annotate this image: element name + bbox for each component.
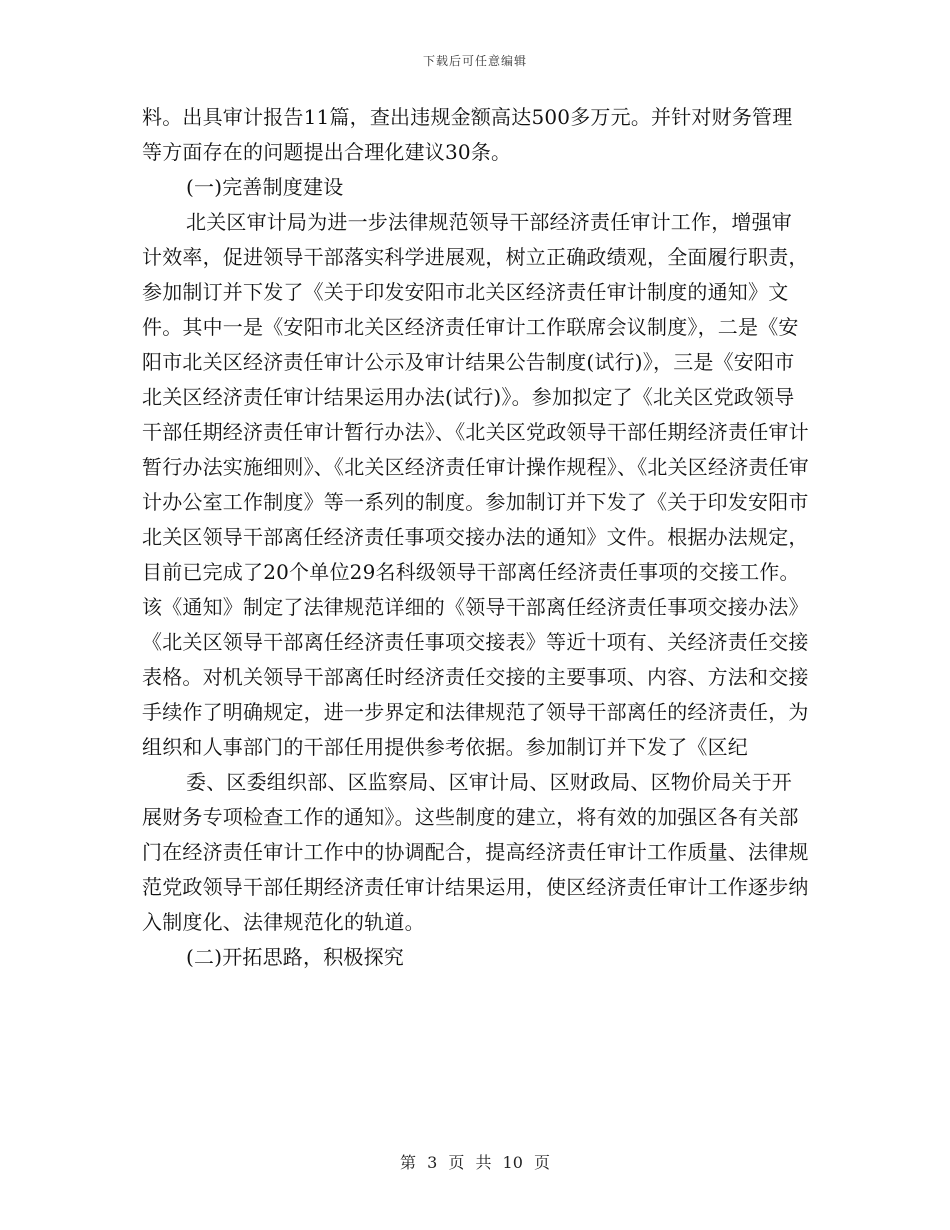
section-heading-1: (一)完善制度建设	[186, 175, 344, 199]
page-number: 第 3 页 共 10 页	[400, 1153, 550, 1172]
paragraph-continuation: 料。出具审计报告11篇，查出违规金额高达500多万元。并针对财务管理等方面存在的问题提出合理化建议30条。	[142, 105, 793, 164]
paragraph-regulations: 北关区审计局为进一步法律规范领导干部经济责任审计工作，增强审计效率，促进领导干部落实科学进展观，树立正确政绩观，全面履行职责，参加制订并下发了《关于印发安阳市北关区经济责任审计制度的通知》文件。其中一是《安阳市北关区经济责任审计工作联席会议制度》，二是《安阳市北关区经济责任审计公示及审计结果公告制度(试行)》，三是《安阳市北关区经济责任审计结果运用办法(试行)》。参加拟定了《北关区党政领导干部任期经济责任审计暂行办法》、《北关区党政领导干部任期经济责任审计暂行办法实施细则》、《北关区经济责任审计操作规程》、《北关区经济责任审计办公室工作制度》等一系列的制度。参加制订并下发了《关于印发安阳市北关区领导干部离任经济责任事项交接办法的通知》文件。根据办法规定，目前已完成了20个单位29名科级领导干部离任经济责任事项的交接工作。该《通知》制定了法律规范详细的《领导干部离任经济责任事项交接办法》《北关区领导干部离任经济责任事项交接表》等近十项有、关经济责任交接表格。对机关领导干部离任时经济责任交接的主要事项、内容、方法和交接手续作了明确规定，进一步界定和法律规范了领导干部离任的经济责任，为组织和人事部门的干部任用提供参考依据。参加制订并下发了《区纪	[142, 210, 809, 759]
paragraph-notice: 委、区委组织部、区监察局、区审计局、区财政局、区物价局关于开展财务专项检查工作的通知》。这些制度的建立，将有效的加强区各有关部门在经济责任审计工作中的协调配合，提高经济责任审计工作质量、法律规范党政领导干部任期经济责任审计结果运用，使区经济责任审计工作逐步纳入制度化、法律规范化的轨道。	[142, 770, 809, 934]
page-header: 下载后可任意编辑	[422, 54, 527, 68]
document-body	[142, 100, 812, 975]
section-heading-2: (二)开拓思路，积极探究	[186, 945, 405, 969]
